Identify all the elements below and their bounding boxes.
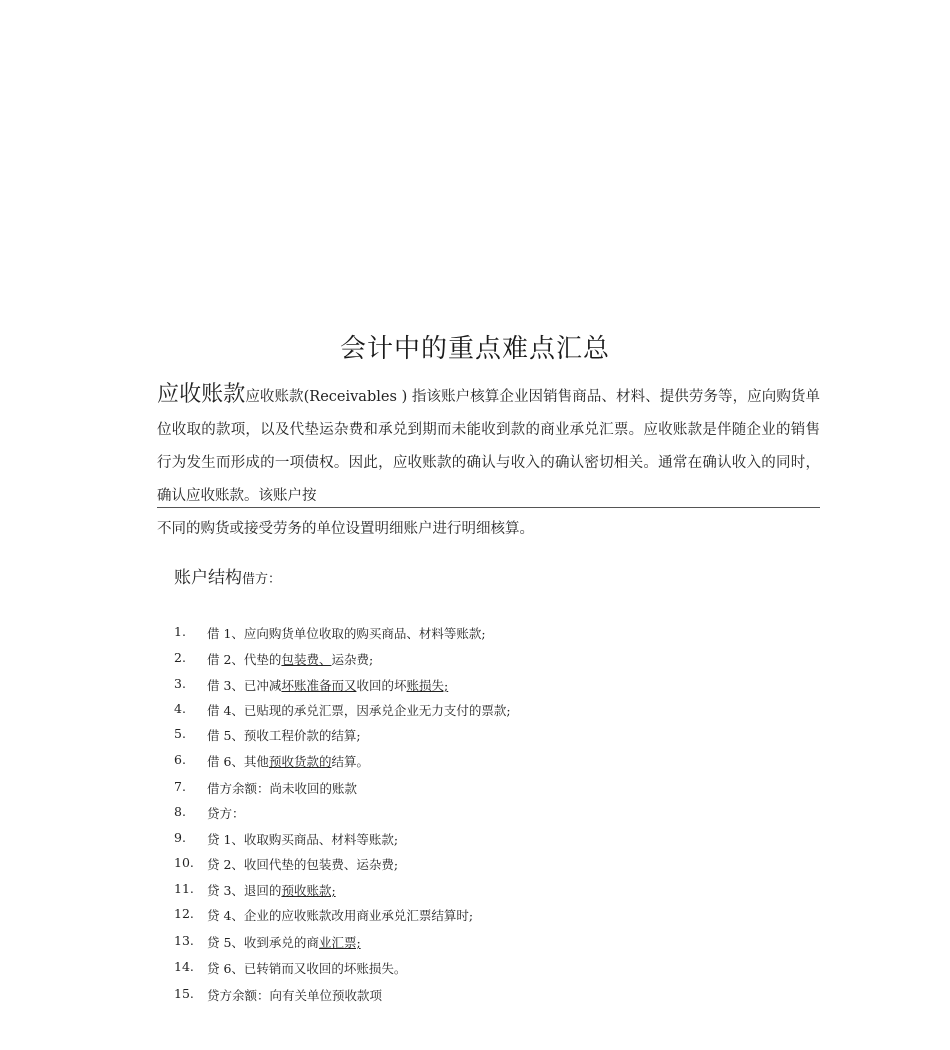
list-item-number: 12. bbox=[174, 906, 194, 921]
list-item-segment: 贷 5、收到承兑的商 bbox=[207, 935, 319, 950]
list-item-text bbox=[207, 701, 511, 719]
list-item-number: 8. bbox=[174, 804, 186, 819]
list-item-text bbox=[207, 830, 398, 848]
list-item-text bbox=[207, 986, 382, 1004]
underlined-term: 包装费、 bbox=[281, 652, 332, 667]
list-item-number: 10. bbox=[174, 855, 194, 870]
list-item-text bbox=[207, 676, 448, 694]
list-item-segment: 贷 4、企业的应收账款改用商业承兑汇票结算时; bbox=[207, 908, 474, 923]
list-item-segment: 贷方余额：向有关单位预收款项 bbox=[207, 988, 383, 1003]
debit-label: 借方： bbox=[242, 572, 282, 587]
underlined-term: 业汇票; bbox=[318, 935, 361, 950]
intro-heading: 应收账款 bbox=[157, 382, 246, 407]
list-item-number: 3. bbox=[174, 676, 186, 691]
list-item-segment: 借 3、已冲减 bbox=[207, 678, 282, 693]
list-item-number: 11. bbox=[174, 881, 194, 896]
list-item-segment: 收回的坏 bbox=[356, 678, 407, 693]
divider-line bbox=[157, 507, 820, 508]
account-structure-title: 账户结构 bbox=[174, 568, 242, 588]
list-item-segment: 借方余额：尚未收回的账款 bbox=[207, 781, 358, 796]
list-item-segment: 借 2、代垫的 bbox=[207, 652, 282, 667]
list-item-text bbox=[207, 779, 357, 797]
list-item-number: 15. bbox=[174, 986, 194, 1001]
list-item-segment: 贷 3、退回的 bbox=[207, 883, 282, 898]
list-item-text bbox=[207, 752, 369, 770]
list-item-segment: 贷 1、收取购买商品、材料等账款; bbox=[207, 832, 399, 847]
list-item-number: 14. bbox=[174, 959, 194, 974]
account-structure-heading bbox=[174, 563, 281, 588]
list-item-segment: 贷方： bbox=[207, 806, 245, 821]
list-item-number: 6. bbox=[174, 752, 186, 767]
document-title: 会计中的重点难点汇总 bbox=[339, 334, 610, 364]
list-item-text bbox=[207, 726, 361, 744]
list-item-number: 1. bbox=[174, 624, 186, 639]
underlined-term: 坏账准备而又 bbox=[281, 678, 357, 693]
intro-continuation: 不同的购货或接受劳务的单位设置明细账户进行明细核算。 bbox=[157, 521, 534, 537]
underlined-term: 账损失; bbox=[406, 678, 449, 693]
list-item-number: 13. bbox=[174, 933, 194, 948]
list-item-segment: 运杂费; bbox=[331, 652, 374, 667]
list-item-segment: 结算。 bbox=[331, 754, 369, 769]
list-item-segment: 借 5、预收工程价款的结算; bbox=[207, 728, 361, 743]
underlined-term: 预收账款; bbox=[281, 883, 336, 898]
list-item-text bbox=[207, 933, 361, 951]
list-item-number: 4. bbox=[174, 701, 186, 716]
list-item-number: 2. bbox=[174, 650, 186, 665]
list-item-number: 5. bbox=[174, 726, 186, 741]
intro-body: 应收账款(Receivables ) 指该账户核算企业因销售商品、材料、提供劳务等，应向购货单位收取的款项，以及代垫运杂费和承兑到期而未能收到款的商业承兑汇票。应收账款是伴随企业的销售行为发生而形成的一项债权。因此，应收账款的确认与收入的确认密切相关。通常在确认收入的同时，确认应收账款。该账户按 bbox=[157, 389, 820, 504]
list-item-text bbox=[207, 906, 473, 924]
list-item-segment: 借 4、已贴现的承兑汇票，因承兑企业无力支付的票款; bbox=[207, 703, 511, 718]
list-item-text bbox=[207, 881, 336, 899]
list-item-number: 9. bbox=[174, 830, 186, 845]
list-item-segment: 贷 2、收回代垫的包装费、运杂费; bbox=[207, 857, 399, 872]
list-item-segment: 借 6、其他 bbox=[207, 754, 269, 769]
list-item-segment: 借 1、应向购货单位收取的购买商品、材料等账款; bbox=[207, 626, 486, 641]
underlined-term: 预收货款的 bbox=[268, 754, 332, 769]
list-item-segment: 贷 6、已转销而又收回的坏账损失。 bbox=[207, 961, 407, 976]
list-item-text bbox=[207, 855, 398, 873]
list-item-text bbox=[207, 804, 245, 822]
list-item-number: 7. bbox=[174, 779, 186, 794]
list-item-text bbox=[207, 624, 486, 642]
list-item-text bbox=[207, 650, 373, 668]
intro-paragraph bbox=[157, 378, 820, 513]
list-item-text bbox=[207, 959, 406, 977]
